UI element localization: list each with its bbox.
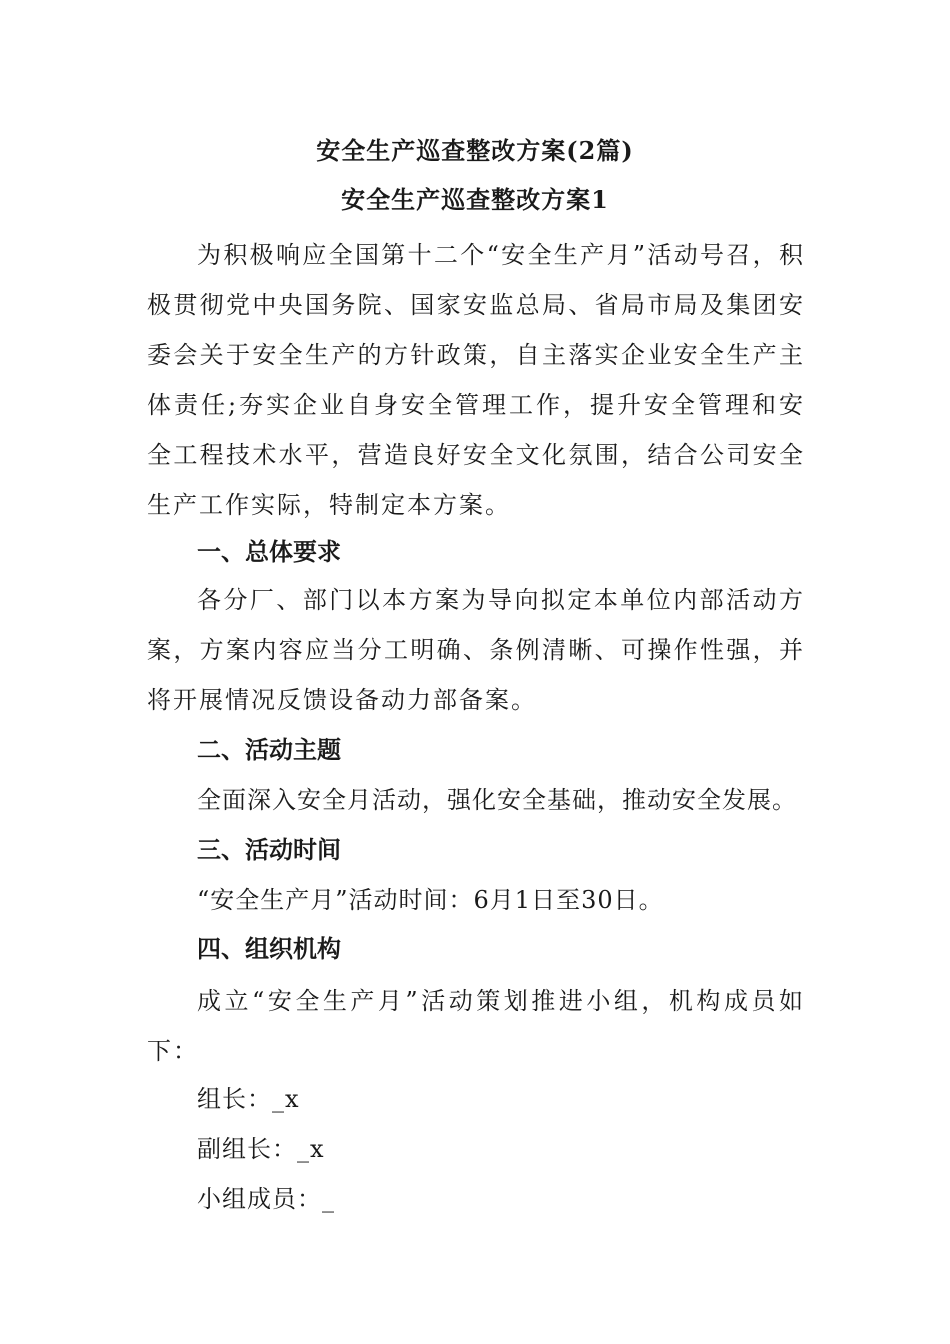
organization-paragraph: 成立“安全生产月”活动策划推进小组，机构成员如下：: [147, 987, 805, 1065]
section-heading-activity-time: 三、活动时间: [197, 835, 341, 864]
document-title: 安全生产巡查整改方案(2篇): [316, 136, 634, 165]
activity-theme-paragraph: 全面深入安全月活动，强化安全基础，推动安全发展。: [197, 786, 797, 814]
section-heading-overall-requirements: 一、总体要求: [197, 537, 341, 566]
group-leader-line: 组长：_x: [197, 1085, 300, 1113]
section-heading-organization: 四、组织机构: [197, 934, 341, 963]
activity-time-paragraph: “安全生产月”活动时间：6月1日至30日。: [197, 886, 664, 914]
document-subtitle: 安全生产巡查整改方案1: [341, 185, 609, 214]
overall-requirements-paragraph: 各分厂、部门以本方案为导向拟定本单位内部活动方案，方案内容应当分工明确、条例清晰、可操作性强，并将开展情况反馈设备动力部备案。: [147, 586, 805, 714]
deputy-leader-line: 副组长：_x: [197, 1135, 325, 1163]
section-heading-activity-theme: 二、活动主题: [197, 735, 341, 764]
group-members-line: 小组成员：_: [197, 1185, 335, 1213]
intro-paragraph: 为积极响应全国第十二个“安全生产月”活动号召，积极贯彻党中央国务院、国家安监总局、省局市局及集团安委会关于安全生产的方针政策，自主落实企业安全生产主体责任;夯实企业自身安全管理工作，提升安全管理和安全工程技术水平，营造良好安全文化氛围，结合公司安全生产工作实际，特制定本方案。: [147, 241, 805, 519]
